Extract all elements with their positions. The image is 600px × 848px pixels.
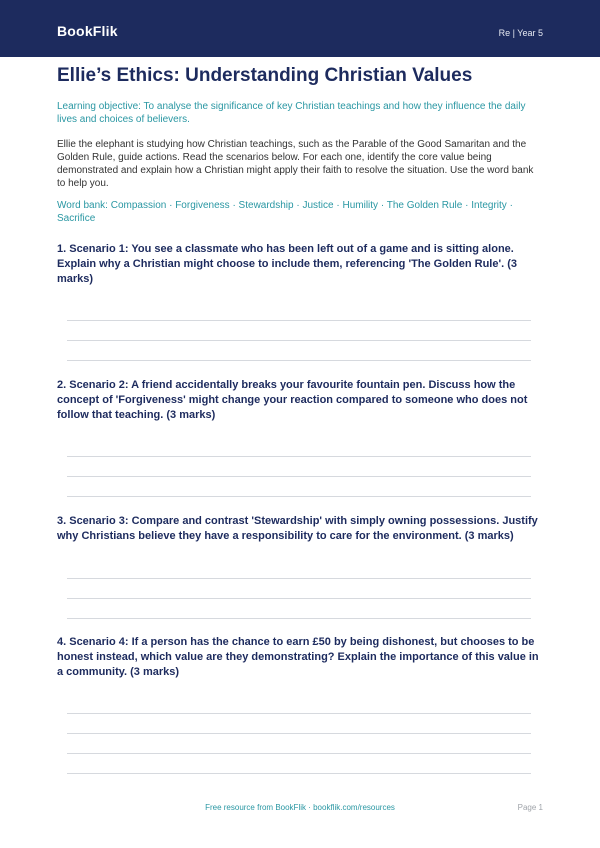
answer-line[interactable] <box>67 713 531 714</box>
answer-line[interactable] <box>67 753 531 754</box>
question-2: 2. Scenario 2: A friend accidentally breaks your favourite fountain pen. Discuss how the concept of 'Forgiveness' might change your reaction compared to someone who does not follow that teaching. (3 marks) <box>57 379 528 421</box>
answer-line[interactable] <box>67 476 531 477</box>
learning-objective: Learning objective: To analyse the significance of key Christian teachings and how they influence the daily lives and choices of believers. <box>57 101 526 125</box>
page-number: Page 1 <box>517 803 543 812</box>
answer-line[interactable] <box>67 456 531 457</box>
brand-logo: BookFlik <box>57 23 118 39</box>
question-3: 3. Scenario 3: Compare and contrast 'Stewardship' with simply owning possessions. Justify why Christians believe they have a responsibility to care for the environment. (3 marks) <box>57 515 538 542</box>
answer-line[interactable] <box>67 773 531 774</box>
answer-line[interactable] <box>67 320 531 321</box>
answer-line[interactable] <box>67 360 531 361</box>
question-1: 1. Scenario 1: You see a classmate who has been left out of a game and is sitting alone. Explain why a Christian might choose to include them, referencing 'The Golden Rule'. (3 marks) <box>57 243 517 285</box>
answer-line[interactable] <box>67 340 531 341</box>
answer-line[interactable] <box>67 618 531 619</box>
page-header <box>0 0 600 57</box>
intro-text: Ellie the elephant is studying how Christian teachings, such as the Parable of the Good Samaritan and the Golden Rule, guide actions. Read the scenarios below. For each one, identify the core value being demonstrated and explain how a Christian might apply their faith to resolve the situation. Use the word bank to help you. <box>57 139 534 189</box>
answer-line[interactable] <box>67 598 531 599</box>
answer-line[interactable] <box>67 578 531 579</box>
footer-link[interactable]: Free resource from BookFlik · bookflik.com/resources <box>205 803 395 812</box>
answer-line[interactable] <box>67 733 531 734</box>
subject-year: Re | Year 5 <box>498 28 543 38</box>
question-4: 4. Scenario 4: If a person has the chance to earn £50 by being dishonest, but chooses to be honest instead, which value are they demonstrating? Explain the importance of this value in a community. (3 marks) <box>57 636 539 678</box>
page-title: Ellie’s Ethics: Understanding Christian Values <box>57 65 473 86</box>
answer-line[interactable] <box>67 496 531 497</box>
word-bank: Word bank: Compassion · Forgiveness · Stewardship · Justice · Humility · The Golden Rule · Integrity · Sacrifice <box>57 200 513 224</box>
